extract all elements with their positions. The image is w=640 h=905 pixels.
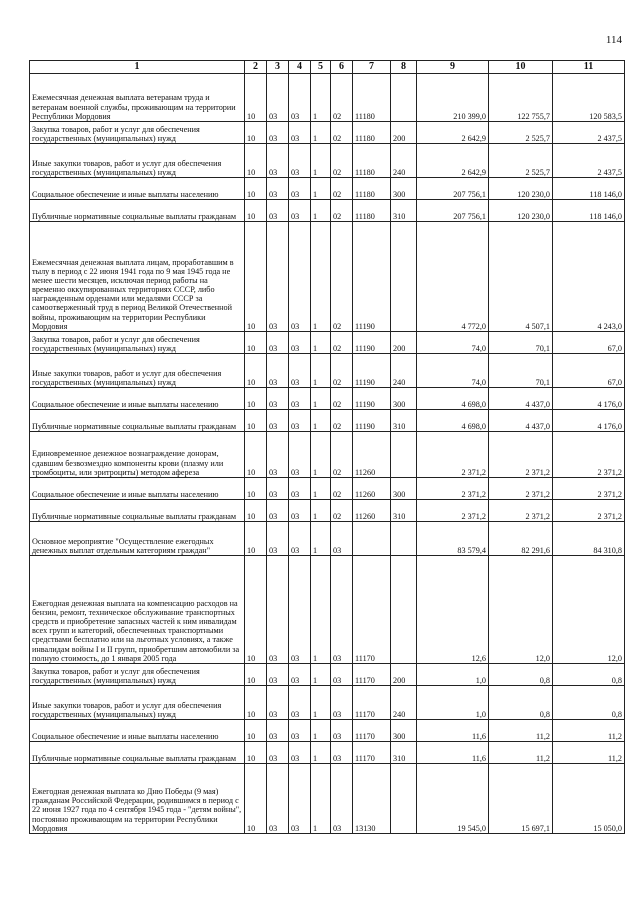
- row-name-cell: Закупка товаров, работ и услуг для обеспечения государственных (муниципальных) нужд: [30, 122, 245, 144]
- amount-cell: 15 697,1: [489, 764, 553, 834]
- code-cell: 03: [267, 122, 289, 144]
- table-row: [30, 410, 625, 432]
- code-cell: 11260: [353, 478, 391, 500]
- table-row: [30, 144, 625, 178]
- amount-cell: 11,2: [553, 742, 625, 764]
- code-cell: 310: [391, 500, 417, 522]
- amount-cell: 15 050,0: [553, 764, 625, 834]
- code-cell: 10: [245, 74, 267, 122]
- row-name-cell: Иные закупки товаров, работ и услуг для обеспечения государственных (муниципальных) нужд: [30, 144, 245, 178]
- code-cell: 03: [267, 478, 289, 500]
- code-cell: 11260: [353, 500, 391, 522]
- amount-cell: 84 310,8: [553, 522, 625, 556]
- code-cell: [391, 74, 417, 122]
- amount-cell: 2 371,2: [489, 432, 553, 478]
- col-header: 8: [391, 61, 417, 74]
- code-cell: 1: [311, 500, 331, 522]
- col-header: 7: [353, 61, 391, 74]
- code-cell: 03: [289, 74, 311, 122]
- amount-cell: 2 371,2: [489, 478, 553, 500]
- code-cell: [353, 522, 391, 556]
- table-row: [30, 354, 625, 388]
- code-cell: 1: [311, 144, 331, 178]
- code-cell: 1: [311, 332, 331, 354]
- budget-table: [29, 60, 625, 834]
- code-cell: 10: [245, 178, 267, 200]
- code-cell: 03: [289, 222, 311, 332]
- code-cell: 03: [331, 664, 353, 686]
- table-row: [30, 388, 625, 410]
- code-cell: 1: [311, 556, 331, 664]
- col-header: 1: [30, 61, 245, 74]
- amount-cell: 2 371,2: [553, 432, 625, 478]
- code-cell: 03: [289, 478, 311, 500]
- code-cell: 02: [331, 332, 353, 354]
- code-cell: 11260: [353, 432, 391, 478]
- code-cell: 03: [267, 500, 289, 522]
- amount-cell: 2 371,2: [417, 432, 489, 478]
- amount-cell: 207 756,1: [417, 178, 489, 200]
- code-cell: 02: [331, 500, 353, 522]
- amount-cell: 2 642,9: [417, 122, 489, 144]
- code-cell: 13130: [353, 764, 391, 834]
- code-cell: 10: [245, 332, 267, 354]
- table-row: [30, 522, 625, 556]
- table-row: [30, 664, 625, 686]
- amount-cell: 1,0: [417, 686, 489, 720]
- code-cell: 03: [289, 720, 311, 742]
- row-name-cell: Социальное обеспечение и иные выплаты населению: [30, 388, 245, 410]
- code-cell: 03: [289, 388, 311, 410]
- row-name-cell: Иные закупки товаров, работ и услуг для обеспечения государственных (муниципальных) нужд: [30, 686, 245, 720]
- code-cell: 10: [245, 742, 267, 764]
- col-header: 5: [311, 61, 331, 74]
- code-cell: 200: [391, 122, 417, 144]
- table-row: [30, 500, 625, 522]
- code-cell: 11170: [353, 720, 391, 742]
- code-cell: 11180: [353, 200, 391, 222]
- code-cell: 03: [289, 332, 311, 354]
- row-name-cell: Иные закупки товаров, работ и услуг для обеспечения государственных (муниципальных) нужд: [30, 354, 245, 388]
- code-cell: 1: [311, 354, 331, 388]
- code-cell: 03: [289, 664, 311, 686]
- amount-cell: 118 146,0: [553, 200, 625, 222]
- amount-cell: 118 146,0: [553, 178, 625, 200]
- code-cell: 02: [331, 432, 353, 478]
- code-cell: 02: [331, 74, 353, 122]
- code-cell: 200: [391, 664, 417, 686]
- code-cell: 1: [311, 200, 331, 222]
- amount-cell: 2 525,7: [489, 144, 553, 178]
- col-header: 3: [267, 61, 289, 74]
- amount-cell: 83 579,4: [417, 522, 489, 556]
- amount-cell: 122 755,7: [489, 74, 553, 122]
- amount-cell: 4 437,0: [489, 410, 553, 432]
- row-name-cell: Социальное обеспечение и иные выплаты населению: [30, 478, 245, 500]
- code-cell: 03: [289, 410, 311, 432]
- code-cell: 10: [245, 764, 267, 834]
- table-row: [30, 200, 625, 222]
- col-header: 6: [331, 61, 353, 74]
- code-cell: 03: [267, 556, 289, 664]
- amount-cell: 74,0: [417, 354, 489, 388]
- code-cell: 02: [331, 122, 353, 144]
- code-cell: 02: [331, 222, 353, 332]
- code-cell: 10: [245, 522, 267, 556]
- code-cell: 03: [289, 432, 311, 478]
- row-name-cell: Закупка товаров, работ и услуг для обеспечения государственных (муниципальных) нужд: [30, 664, 245, 686]
- code-cell: 10: [245, 388, 267, 410]
- code-cell: 1: [311, 720, 331, 742]
- code-cell: 10: [245, 432, 267, 478]
- code-cell: [391, 222, 417, 332]
- code-cell: 200: [391, 332, 417, 354]
- amount-cell: 12,6: [417, 556, 489, 664]
- amount-cell: 1,0: [417, 664, 489, 686]
- row-name-cell: Единовременное денежное вознаграждение донорам, сдавшим безвозмездно компоненты крови (плазму или тромбоциты, или эритроциты) методом афереза: [30, 432, 245, 478]
- code-cell: 03: [289, 764, 311, 834]
- code-cell: 03: [267, 144, 289, 178]
- code-cell: 11170: [353, 686, 391, 720]
- amount-cell: 0,8: [553, 664, 625, 686]
- code-cell: [391, 522, 417, 556]
- amount-cell: 4 698,0: [417, 388, 489, 410]
- amount-cell: 2 371,2: [489, 500, 553, 522]
- amount-cell: 120 583,5: [553, 74, 625, 122]
- code-cell: [391, 556, 417, 664]
- code-cell: 03: [331, 522, 353, 556]
- code-cell: 10: [245, 200, 267, 222]
- amount-cell: 0,8: [489, 664, 553, 686]
- code-cell: 310: [391, 410, 417, 432]
- code-cell: 03: [331, 686, 353, 720]
- amount-cell: 11,2: [553, 720, 625, 742]
- code-cell: 11190: [353, 388, 391, 410]
- table-row: [30, 556, 625, 664]
- code-cell: 03: [267, 432, 289, 478]
- code-cell: 10: [245, 410, 267, 432]
- code-cell: 03: [289, 122, 311, 144]
- code-cell: 300: [391, 720, 417, 742]
- code-cell: 02: [331, 410, 353, 432]
- amount-cell: 2 525,7: [489, 122, 553, 144]
- row-name-cell: Публичные нормативные социальные выплаты гражданам: [30, 200, 245, 222]
- code-cell: 03: [289, 144, 311, 178]
- code-cell: 240: [391, 686, 417, 720]
- amount-cell: 2 371,2: [553, 478, 625, 500]
- row-name-cell: Публичные нормативные социальные выплаты гражданам: [30, 500, 245, 522]
- amount-cell: 2 642,9: [417, 144, 489, 178]
- code-cell: 11180: [353, 74, 391, 122]
- amount-cell: 70,1: [489, 354, 553, 388]
- code-cell: 1: [311, 664, 331, 686]
- code-cell: 03: [289, 522, 311, 556]
- amount-cell: 12,0: [553, 556, 625, 664]
- code-cell: 03: [267, 178, 289, 200]
- code-cell: 310: [391, 200, 417, 222]
- code-cell: 02: [331, 200, 353, 222]
- table-row: [30, 764, 625, 834]
- amount-cell: 74,0: [417, 332, 489, 354]
- amount-cell: 120 230,0: [489, 178, 553, 200]
- code-cell: 10: [245, 222, 267, 332]
- table-row: [30, 74, 625, 122]
- code-cell: 03: [267, 354, 289, 388]
- code-cell: 03: [289, 556, 311, 664]
- table-row: [30, 742, 625, 764]
- code-cell: 03: [267, 522, 289, 556]
- amount-cell: 2 437,5: [553, 144, 625, 178]
- code-cell: 240: [391, 144, 417, 178]
- amount-cell: 2 371,2: [417, 478, 489, 500]
- amount-cell: 2 437,5: [553, 122, 625, 144]
- code-cell: 11170: [353, 742, 391, 764]
- code-cell: 10: [245, 354, 267, 388]
- row-name-cell: Социальное обеспечение и иные выплаты населению: [30, 720, 245, 742]
- table-row: [30, 478, 625, 500]
- code-cell: 1: [311, 388, 331, 410]
- code-cell: 02: [331, 354, 353, 388]
- code-cell: [391, 764, 417, 834]
- row-name-cell: Ежемесячная денежная выплата ветеранам труда и ветеранам военной службы, проживающим на территории Республики Мордовия: [30, 74, 245, 122]
- code-cell: 1: [311, 178, 331, 200]
- row-name-cell: Публичные нормативные социальные выплаты гражданам: [30, 410, 245, 432]
- code-cell: [391, 432, 417, 478]
- amount-cell: 120 230,0: [489, 200, 553, 222]
- code-cell: 03: [331, 764, 353, 834]
- code-cell: 03: [267, 200, 289, 222]
- code-cell: 11190: [353, 332, 391, 354]
- amount-cell: 0,8: [553, 686, 625, 720]
- code-cell: 03: [289, 686, 311, 720]
- amount-cell: 4 176,0: [553, 410, 625, 432]
- amount-cell: 11,2: [489, 720, 553, 742]
- amount-cell: 4 507,1: [489, 222, 553, 332]
- amount-cell: 4 176,0: [553, 388, 625, 410]
- table-row: [30, 178, 625, 200]
- code-cell: 11190: [353, 354, 391, 388]
- code-cell: 1: [311, 686, 331, 720]
- code-cell: 03: [267, 664, 289, 686]
- header-row: [30, 61, 625, 74]
- col-header: 2: [245, 61, 267, 74]
- code-cell: 10: [245, 500, 267, 522]
- code-cell: 1: [311, 764, 331, 834]
- code-cell: 11180: [353, 144, 391, 178]
- amount-cell: 12,0: [489, 556, 553, 664]
- table-row: [30, 122, 625, 144]
- amount-cell: 2 371,2: [417, 500, 489, 522]
- code-cell: 03: [267, 686, 289, 720]
- code-cell: 10: [245, 556, 267, 664]
- row-name-cell: Основное мероприятие "Осуществление ежегодных денежных выплат отдельным категориям граждан": [30, 522, 245, 556]
- code-cell: 03: [267, 764, 289, 834]
- code-cell: 02: [331, 478, 353, 500]
- col-header: 4: [289, 61, 311, 74]
- row-name-cell: Закупка товаров, работ и услуг для обеспечения государственных (муниципальных) нужд: [30, 332, 245, 354]
- amount-cell: 11,6: [417, 720, 489, 742]
- amount-cell: 67,0: [553, 354, 625, 388]
- code-cell: 300: [391, 478, 417, 500]
- code-cell: 1: [311, 222, 331, 332]
- row-name-cell: Ежегодная денежная выплата ко Дню Победы (9 мая) гражданам Российской Федерации, родившимся в период с 22 июня 1927 года по 4 сентября 1945 года - "детям войны", постоянно проживающим на территории Республики Мордовия: [30, 764, 245, 834]
- code-cell: 11180: [353, 178, 391, 200]
- table-row: [30, 332, 625, 354]
- amount-cell: 4 772,0: [417, 222, 489, 332]
- amount-cell: 67,0: [553, 332, 625, 354]
- code-cell: 10: [245, 478, 267, 500]
- code-cell: 11190: [353, 410, 391, 432]
- table-row: [30, 686, 625, 720]
- code-cell: 03: [267, 742, 289, 764]
- code-cell: 03: [289, 500, 311, 522]
- code-cell: 03: [289, 200, 311, 222]
- code-cell: 310: [391, 742, 417, 764]
- code-cell: 03: [267, 720, 289, 742]
- col-header: 9: [417, 61, 489, 74]
- code-cell: 300: [391, 178, 417, 200]
- code-cell: 03: [331, 742, 353, 764]
- amount-cell: 210 399,0: [417, 74, 489, 122]
- amount-cell: 19 545,0: [417, 764, 489, 834]
- code-cell: 03: [267, 410, 289, 432]
- amount-cell: 11,2: [489, 742, 553, 764]
- table-row: [30, 720, 625, 742]
- row-name-cell: Публичные нормативные социальные выплаты гражданам: [30, 742, 245, 764]
- code-cell: 1: [311, 122, 331, 144]
- code-cell: 11190: [353, 222, 391, 332]
- table-row: [30, 222, 625, 332]
- code-cell: 10: [245, 664, 267, 686]
- code-cell: 1: [311, 74, 331, 122]
- code-cell: 240: [391, 354, 417, 388]
- amount-cell: 4 437,0: [489, 388, 553, 410]
- code-cell: 1: [311, 410, 331, 432]
- col-header: 10: [489, 61, 553, 74]
- code-cell: 11180: [353, 122, 391, 144]
- code-cell: 10: [245, 686, 267, 720]
- amount-cell: 4 698,0: [417, 410, 489, 432]
- code-cell: 11170: [353, 664, 391, 686]
- table-row: [30, 432, 625, 478]
- page-number: 114: [605, 34, 622, 46]
- code-cell: 10: [245, 122, 267, 144]
- code-cell: 03: [331, 720, 353, 742]
- row-name-cell: Социальное обеспечение и иные выплаты населению: [30, 178, 245, 200]
- code-cell: 03: [267, 388, 289, 410]
- amount-cell: 82 291,6: [489, 522, 553, 556]
- amount-cell: 11,6: [417, 742, 489, 764]
- amount-cell: 207 756,1: [417, 200, 489, 222]
- amount-cell: 70,1: [489, 332, 553, 354]
- col-header: 11: [553, 61, 625, 74]
- code-cell: 03: [267, 222, 289, 332]
- row-name-cell: Ежегодная денежная выплата на компенсацию расходов на бензин, ремонт, техническое обслуживание транспортных средств и приобретение запасных частей к ним инвалидам всех групп и категорий, обеспеченных транспортными средствами бесплатно или на льготных условиях, а также инвалидам войны I и II групп, приобретшим автомобили за полную стоимость, до 1 января 2005 года: [30, 556, 245, 664]
- code-cell: 300: [391, 388, 417, 410]
- amount-cell: 4 243,0: [553, 222, 625, 332]
- code-cell: 03: [289, 178, 311, 200]
- code-cell: 1: [311, 478, 331, 500]
- code-cell: 02: [331, 388, 353, 410]
- code-cell: 03: [331, 556, 353, 664]
- code-cell: 03: [289, 354, 311, 388]
- code-cell: 03: [267, 332, 289, 354]
- code-cell: 03: [267, 74, 289, 122]
- code-cell: 10: [245, 144, 267, 178]
- code-cell: 02: [331, 178, 353, 200]
- code-cell: 02: [331, 144, 353, 178]
- code-cell: 11170: [353, 556, 391, 664]
- amount-cell: 2 371,2: [553, 500, 625, 522]
- code-cell: 03: [289, 742, 311, 764]
- code-cell: 1: [311, 432, 331, 478]
- code-cell: 1: [311, 742, 331, 764]
- code-cell: 10: [245, 720, 267, 742]
- row-name-cell: Ежемесячная денежная выплата лицам, проработавшим в тылу в период с 22 июня 1941 года по 9 мая 1945 года не менее шести месяцев, исключая период работы на временно оккупированных территориях СССР, либо награжденным орденами или медалями СССР за самоотверженный труд в период Великой Отечественной войны, проживающим на территории Республики Мордовия: [30, 222, 245, 332]
- code-cell: 1: [311, 522, 331, 556]
- amount-cell: 0,8: [489, 686, 553, 720]
